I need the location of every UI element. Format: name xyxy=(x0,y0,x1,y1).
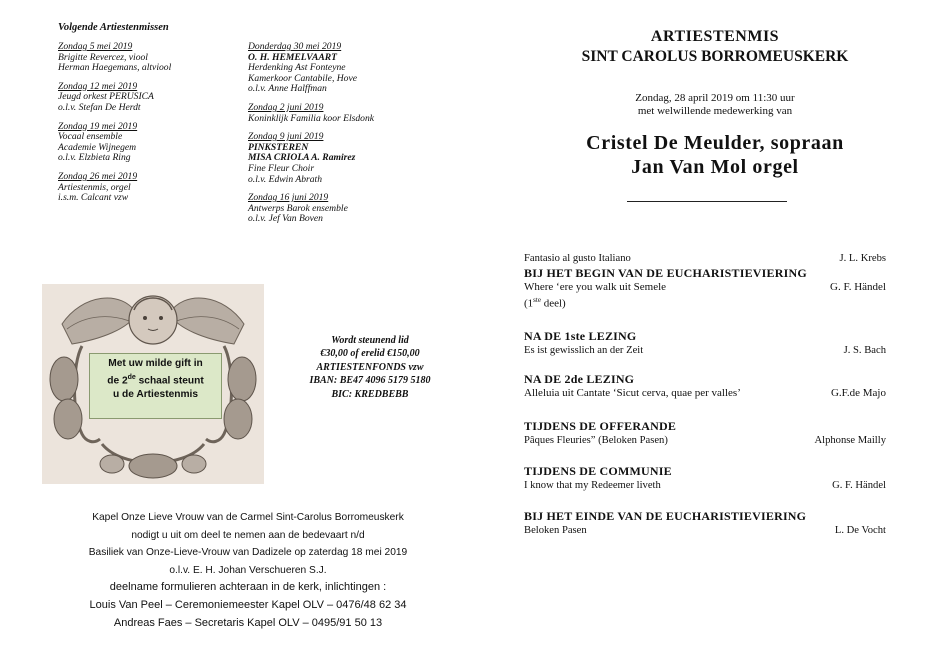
program-section: BIJ HET EINDE VAN DE EUCHARISTIEVIERING Beloken Pasen L. De Vocht xyxy=(524,509,886,536)
program-section: NA DE 1ste LEZING Es ist gewisslich an der Zeit J. S. Bach xyxy=(524,329,886,356)
pilgrimage-announcement: Kapel Onze Lieve Vrouw van de Carmel Sint-Carolus Borromeuskerk nodigt u uit om deel te nemen aan de bedevaart n/d Basiliek van Onze-Lieve-Vrouw van Dadizele op zaterdag 18 mei 2019 o.l.v. E. H. Johan Verschueren S.J. deelname formulieren achteraan in de kerk, inlichtingen : Louis Van Peel – Ceremoniemeester Kapel OLV – 0476/48 62 34 Andreas Faes – Secretaris Kapel OLV – 0495/91 50 13 xyxy=(88,512,408,629)
list-item: Zondag 19 mei 2019 Vocaal ensemble Academie Wijnegem o.l.v. Elzbieta Ring xyxy=(58,120,138,164)
page-title: ARTIESTENMIS xyxy=(650,28,780,45)
program-section: BIJ HET BEGIN VAN DE EUCHARISTIEVIERING Where ‘ere you walk uit Semele G. F. Händel (1ste deel) xyxy=(524,266,886,310)
list-item: Zondag 9 juni 2019 PINKSTEREN MISA CRIOLA A. Ramirez Fine Fleur Choir o.l.v. Edwin Abrath xyxy=(248,131,356,185)
with-line: met welwillende medewerking van xyxy=(637,105,793,117)
list-item: Zondag 26 mei 2019 Artiestenmis, orgel i.s.m. Calcant vzw xyxy=(58,170,138,204)
list-item: Donderdag 30 mei 2019 O. H. HEMELVAART Herdenking Ast Fonteyne Kamerkoor Cantabile, Hove o.l.v. Anne Halffman xyxy=(248,41,357,95)
list-item: Zondag 2 juni 2019 Koninklijk Familia koor Elsdonk xyxy=(248,101,375,124)
date-line: Zondag, 28 april 2019 om 11:30 uur xyxy=(635,92,795,104)
performer-1: Cristel De Meulder, sopraan xyxy=(586,132,844,154)
upcoming-masses-heading: Volgende Artiestenmissen xyxy=(58,22,169,33)
masses-right-column xyxy=(248,42,374,233)
masses-left-column xyxy=(58,42,171,212)
divider xyxy=(627,201,787,202)
church-name: SINT CAROLUS BORROMEUSKERK xyxy=(581,48,849,65)
program-prelude: Fantasio al gusto Italiano J. L. Krebs xyxy=(524,253,886,264)
gift-message-box: Met uw milde gift in de 2de schaal steunt u de Artiestenmis xyxy=(89,353,222,419)
list-item: Zondag 12 mei 2019 Jeugd orkest PERUSICA o.l.v. Stefan De Herdt xyxy=(58,80,154,113)
list-item: Zondag 5 mei 2019 Brigitte Revercez, viool Herman Haegemans, altviool xyxy=(58,41,172,74)
gift-line-2: de 2de schaal steunt xyxy=(107,374,204,387)
program-section: NA DE 2de LEZING Alleluia uit Cantate ‘Sicut cerva, quae per valles’ G.F.de Majo xyxy=(524,372,886,399)
performer-2: Jan Van Mol orgel xyxy=(631,156,799,178)
angel-illustration xyxy=(42,284,264,484)
section-extra: (1ste deel) xyxy=(524,296,566,310)
program-section: TIJDENS DE COMMUNIE I know that my Redeemer liveth G. F. Händel xyxy=(524,464,886,491)
list-item: Zondag 16 juni 2019 Antwerps Barok ensemble o.l.v. Jef Van Boven xyxy=(248,192,348,225)
membership-support-text: Wordt steunend lid €30,00 of erelid €150,00 ARTIESTENFONDS vzw IBAN: BE47 4096 5179 5180 BIC: KREDBEBB xyxy=(309,335,431,400)
program-section: TIJDENS DE OFFERANDE Pâques Fleuries” (Beloken Pasen) Alphonse Mailly xyxy=(524,419,886,446)
